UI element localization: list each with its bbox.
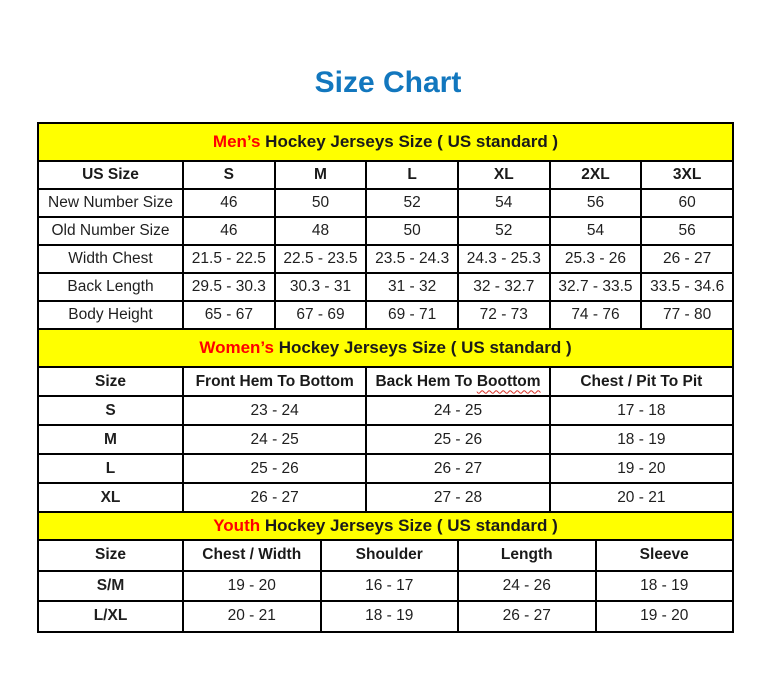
- cell-value: 23 - 24: [183, 396, 366, 425]
- table-row: [38, 301, 733, 329]
- row-label: Body Height: [38, 301, 183, 329]
- column-header: Chest / Pit To Pit: [550, 367, 733, 396]
- cell-value: 20 - 21: [550, 483, 733, 512]
- cell-value: 17 - 18: [550, 396, 733, 425]
- column-header: Sleeve: [596, 540, 734, 571]
- row-label: M: [38, 425, 183, 454]
- youth-banner: [37, 511, 734, 541]
- cell-value: 19 - 20: [183, 571, 321, 602]
- cell-value: 74 - 76: [550, 301, 642, 329]
- cell-value: 23.5 - 24.3: [366, 245, 458, 273]
- table-row: [38, 601, 733, 632]
- cell-value: 16 - 17: [321, 571, 459, 602]
- cell-value: 50: [366, 217, 458, 245]
- womens-table-body: [38, 396, 733, 512]
- table-row: [38, 483, 733, 512]
- cell-value: 27 - 28: [366, 483, 549, 512]
- mens-banner: [37, 122, 734, 162]
- mens-table-head: [38, 161, 733, 189]
- youth-size-section: [37, 511, 734, 633]
- cell-value: 60: [641, 189, 733, 217]
- column-header: Shoulder: [321, 540, 459, 571]
- column-header: Size: [38, 540, 183, 571]
- column-header: S: [183, 161, 275, 189]
- cell-value: 26 - 27: [183, 483, 366, 512]
- table-row: [38, 396, 733, 425]
- column-header: M: [275, 161, 367, 189]
- cell-value: 32 - 32.7: [458, 273, 550, 301]
- column-header: 2XL: [550, 161, 642, 189]
- cell-value: 22.5 - 23.5: [275, 245, 367, 273]
- banner-highlight-word: Men’s: [212, 132, 261, 151]
- table-row: [38, 217, 733, 245]
- header-row: [38, 540, 733, 571]
- column-header: L: [366, 161, 458, 189]
- header-row: [38, 367, 733, 396]
- table-row: [38, 245, 733, 273]
- cell-value: 56: [550, 189, 642, 217]
- banner-highlight-word: Youth: [213, 516, 261, 535]
- cell-value: 52: [458, 217, 550, 245]
- cell-value: 29.5 - 30.3: [183, 273, 275, 301]
- cell-value: 48: [275, 217, 367, 245]
- mens-size-section: [37, 122, 734, 330]
- cell-value: 19 - 20: [550, 454, 733, 483]
- cell-value: 30.3 - 31: [275, 273, 367, 301]
- cell-value: 20 - 21: [183, 601, 321, 632]
- cell-value: 19 - 20: [596, 601, 734, 632]
- table-row: [38, 425, 733, 454]
- row-label: Old Number Size: [38, 217, 183, 245]
- cell-value: 24 - 25: [366, 396, 549, 425]
- row-label: Back Length: [38, 273, 183, 301]
- column-header: Chest / Width: [183, 540, 321, 571]
- womens-table-head: [38, 367, 733, 396]
- row-label: L/XL: [38, 601, 183, 632]
- table-row: [38, 189, 733, 217]
- table-row: [38, 273, 733, 301]
- column-header: 3XL: [641, 161, 733, 189]
- mens-table-body: [38, 189, 733, 329]
- cell-value: 33.5 - 34.6: [641, 273, 733, 301]
- cell-value: 54: [550, 217, 642, 245]
- banner-title-rest: Hockey Jerseys Size ( US standard ): [260, 516, 558, 535]
- youth-table: [37, 539, 734, 633]
- cell-value: 21.5 - 22.5: [183, 245, 275, 273]
- row-label: S/M: [38, 571, 183, 602]
- table-row: [38, 454, 733, 483]
- cell-value: 50: [275, 189, 367, 217]
- cell-value: 24.3 - 25.3: [458, 245, 550, 273]
- column-header: Length: [458, 540, 596, 571]
- cell-value: 31 - 32: [366, 273, 458, 301]
- cell-value: 18 - 19: [550, 425, 733, 454]
- cell-value: 69 - 71: [366, 301, 458, 329]
- cell-value: 26 - 27: [366, 454, 549, 483]
- cell-value: 46: [183, 217, 275, 245]
- row-label: New Number Size: [38, 189, 183, 217]
- row-label: XL: [38, 483, 183, 512]
- womens-size-section: [37, 328, 734, 513]
- column-header: XL: [458, 161, 550, 189]
- cell-value: 46: [183, 189, 275, 217]
- womens-banner: [37, 328, 734, 368]
- cell-value: 67 - 69: [275, 301, 367, 329]
- cell-value: 32.7 - 33.5: [550, 273, 642, 301]
- banner-title-rest: Hockey Jerseys Size ( US standard ): [273, 338, 572, 357]
- column-header: US Size: [38, 161, 183, 189]
- row-label: S: [38, 396, 183, 425]
- youth-table-head: [38, 540, 733, 571]
- column-header: Front Hem To Bottom: [183, 367, 366, 396]
- page-title: Size Chart: [314, 66, 462, 99]
- row-label: Width Chest: [38, 245, 183, 273]
- column-header: Size: [38, 367, 183, 396]
- cell-value: 24 - 25: [183, 425, 366, 454]
- header-row: [38, 161, 733, 189]
- cell-value: 52: [366, 189, 458, 217]
- cell-value: 25 - 26: [366, 425, 549, 454]
- cell-value: 24 - 26: [458, 571, 596, 602]
- cell-value: 72 - 73: [458, 301, 550, 329]
- cell-value: 18 - 19: [596, 571, 734, 602]
- mens-table: [37, 160, 734, 330]
- size-tables-container: [37, 122, 734, 633]
- banner-title-rest: Hockey Jerseys Size ( US standard ): [260, 132, 559, 151]
- cell-value: 77 - 80: [641, 301, 733, 329]
- womens-table: [37, 366, 734, 513]
- column-header: Back Hem To Boottom: [366, 367, 549, 396]
- cell-value: 26 - 27: [458, 601, 596, 632]
- cell-value: 54: [458, 189, 550, 217]
- banner-highlight-word: Women’s: [199, 338, 274, 357]
- cell-value: 25.3 - 26: [550, 245, 642, 273]
- cell-value: 25 - 26: [183, 454, 366, 483]
- cell-value: 18 - 19: [321, 601, 459, 632]
- cell-value: 65 - 67: [183, 301, 275, 329]
- cell-value: 56: [641, 217, 733, 245]
- youth-table-body: [38, 571, 733, 632]
- misspelled-word: Boottom: [476, 372, 541, 390]
- cell-value: 26 - 27: [641, 245, 733, 273]
- table-row: [38, 571, 733, 602]
- row-label: L: [38, 454, 183, 483]
